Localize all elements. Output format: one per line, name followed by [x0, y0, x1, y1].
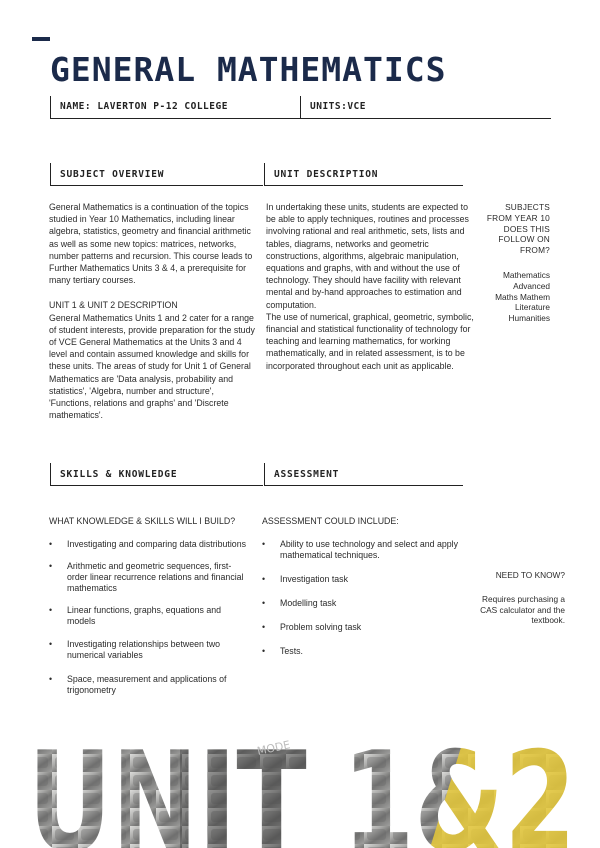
sidebar-prerequisites	[478, 202, 550, 324]
list-item: • Linear functions, graphs, equations and models	[49, 605, 249, 627]
subject-item: Literature	[514, 302, 550, 313]
skills-heading: SKILLS & KNOWLEDGE	[60, 469, 178, 480]
school-name: NAME: LAVERTON P-12 COLLEGE	[60, 101, 228, 112]
list-item: • Investigation task	[262, 574, 462, 585]
list-item: • Investigating relationships between two numerical variables	[49, 639, 249, 661]
subject-item: Mathematics	[502, 269, 550, 280]
subject-overview-heading: SUBJECT OVERVIEW	[60, 169, 165, 180]
subject-list	[478, 270, 550, 324]
assessment-intro: ASSESSMENT COULD INCLUDE:	[262, 516, 399, 526]
need-to-know-text: Requires purchasing a CAS calculator and the textbook.	[480, 593, 565, 626]
list-item: • Investigating and comparing data distributions	[49, 539, 249, 550]
unit-description-heading: UNIT DESCRIPTION	[274, 169, 379, 180]
page-title: GENERAL MATHEMATICS	[50, 50, 447, 89]
subject-item: Humanities	[508, 313, 550, 324]
need-to-know	[470, 570, 565, 626]
list-item: • Ability to use technology and select and apply mathematical techniques.	[262, 539, 462, 561]
meta-divider	[300, 96, 301, 118]
subject-item: Maths Mathem	[495, 291, 550, 302]
list-item: • Modelling task	[262, 598, 462, 609]
subject-item: Advanced	[513, 280, 550, 291]
unit-banner	[0, 718, 600, 848]
unit-description-text	[266, 201, 478, 372]
list-item: • Problem solving task	[262, 622, 462, 633]
units-label: UNITS:VCE	[310, 101, 366, 112]
unit-description-subheading: UNIT 1 & UNIT 2 DESCRIPTION	[49, 300, 178, 311]
subject-overview-text	[49, 201, 255, 421]
prerequisites-question: SUBJECTS FROM YEAR 10 DOES THIS FOLLOW ON FROM?	[486, 202, 550, 256]
list-item: • Space, measurement and applications of trigonometry	[49, 674, 249, 696]
skills-question: WHAT KNOWLEDGE & SKILLS WILL I BUILD?	[49, 516, 236, 526]
assessment-list	[262, 539, 462, 657]
unit-description-paragraph-1: In undertaking these units, students are expected to be able to apply techniques, routines and processes involving rational and real arithmetic, sets, lists and tables, diagrams, networks and geometric constructions, algorithms, algebraic manipulation, equations and graphs, with and without the use of technology. They should have facility with relevant mental and by-hand approaches to estimation and computation.	[266, 202, 469, 310]
unit-description-subparagraph: General Mathematics Units 1 and 2 cater for a range of student interests, provide preparation for the study of VCE General Mathematics at the Units 3 and 4 level and contain assumed knowledge and skills for these units. The areas of study for Unit 1 of General Mathematics are 'Data analysis, probability and statistics', 'Algebra, number and structure', 'Functions, relations and graphs' and 'Discrete mathematics'.	[49, 312, 255, 421]
list-item: • Tests.	[262, 646, 462, 657]
unit-description-paragraph-2: The use of numerical, graphical, geometric, symbolic, financial and statistical functionality of technology for teaching and learning mathematics, for working mathematically, and in related assessment, is to be incorporated throughout each unit as applicable.	[266, 311, 474, 371]
calc-mode-label: MODE	[255, 738, 292, 758]
accent-dash	[32, 37, 50, 41]
assessment-heading: ASSESSMENT	[274, 469, 340, 480]
skills-list	[49, 539, 249, 696]
need-to-know-heading: NEED TO KNOW?	[495, 570, 565, 580]
subject-overview-paragraph: General Mathematics is a continuation of the topics studied in Year 10 Mathematics, including linear algebra, statistics, geometry and financial arithmetic as well as some new topics: matrices, networks, number patterns and recursion. This course leads to Further Mathematics Units 3 & 4, a prerequisite for many tertiary courses.	[49, 202, 253, 286]
list-item: • Arithmetic and geometric sequences, first-order linear recurrence relations and financial mathematics	[49, 561, 249, 594]
